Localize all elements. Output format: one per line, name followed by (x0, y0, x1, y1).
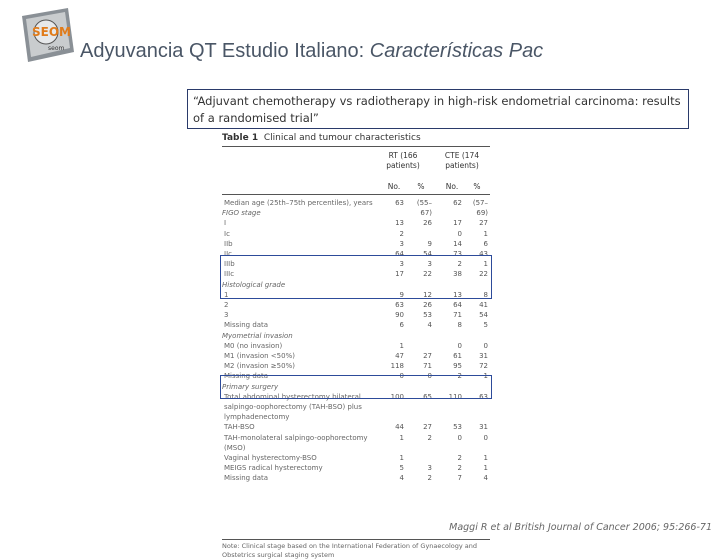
citation: Maggi R et al British Journal of Cancer 2006; 95:266-71 (449, 522, 712, 533)
row-label: Median age (25th–75th percentiles), years (224, 199, 373, 207)
row-value: 1 (399, 341, 404, 350)
group-header-rt: RT (166 patients) (386, 151, 420, 170)
row-label: IIIb (224, 260, 235, 269)
row-label: Vaginal hysterectomy-BSO (224, 454, 317, 462)
row-value: 31 (479, 352, 488, 360)
row-value: 64 (453, 301, 462, 309)
row-value: 2 (457, 454, 462, 462)
row-value: 3 (399, 239, 404, 248)
table-row (222, 341, 492, 351)
row-value: 54 (423, 250, 432, 258)
row-value: 27 (423, 423, 432, 432)
row-label: Primary surgery (222, 382, 279, 391)
row-label: Myometrial invasion (222, 331, 293, 340)
row-value: 2 (457, 260, 462, 269)
svg-text:SEOM: SEOM (32, 25, 71, 39)
table-row (222, 412, 492, 422)
row-value: (55–67) (416, 199, 432, 217)
row-label: Total abdominal hysterectomy bilateral (224, 392, 361, 401)
row-value: 1 (483, 464, 488, 473)
row-value: 12 (423, 290, 432, 299)
row-value: 2 (457, 464, 462, 473)
row-value: 1 (399, 454, 404, 462)
row-value: 1 (483, 260, 488, 269)
title-plain: Adyuvancia QT Estudio Italiano: (80, 40, 370, 62)
row-value: 9 (399, 290, 404, 299)
row-value: 5 (483, 321, 488, 330)
row-label: 1 (224, 290, 229, 299)
row-value: 9 (427, 239, 432, 248)
row-value: 53 (423, 311, 432, 320)
row-value: 0 (457, 433, 462, 442)
col-header-cte-pct: % (473, 182, 481, 191)
row-value: 54 (479, 311, 488, 320)
row-value: 38 (453, 270, 462, 279)
row-label: IIc (224, 250, 232, 258)
row-value: 14 (453, 239, 462, 248)
row-value: 44 (395, 423, 404, 432)
row-value: 17 (395, 270, 404, 279)
row-label: I (224, 219, 227, 228)
row-label: TAH-monolateral salpingo-oophorectomy (224, 433, 368, 442)
row-value: 62 (453, 199, 462, 207)
row-label: Missing data (224, 372, 269, 381)
row-value: 72 (479, 362, 488, 371)
row-value: 41 (479, 301, 488, 309)
table-section-heading (222, 208, 492, 218)
svg-text:seom: seom (48, 45, 65, 52)
row-label: Missing data (224, 321, 269, 330)
row-label: MEIGS radical hysterectomy (224, 464, 323, 473)
row-value: 43 (479, 250, 488, 258)
title-italic: Características Pac (369, 40, 544, 62)
row-value: 27 (423, 352, 432, 360)
row-value: 1 (483, 454, 488, 462)
table-row (222, 320, 492, 330)
row-value: 7 (457, 474, 462, 483)
table-row (222, 239, 492, 249)
row-value: 3 (427, 260, 432, 269)
row-label: salpingo-oophorectomy (TAH-BSO) plus (224, 403, 362, 411)
row-label: M2 (invasion ≥50%) (224, 362, 295, 371)
row-value: 63 (479, 392, 488, 401)
row-label: M0 (no invasion) (224, 341, 283, 350)
table-caption: Table 1 Clinical and tumour characteristics (222, 133, 421, 143)
row-value: 13 (395, 219, 404, 228)
row-value: 3 (427, 464, 432, 473)
row-value: 22 (423, 270, 432, 279)
table-top-rule (222, 146, 490, 147)
row-value: 2 (427, 433, 432, 442)
table-row (222, 473, 492, 483)
row-value: 5 (399, 464, 404, 473)
row-value: 4 (427, 321, 432, 330)
row-value: 63 (395, 301, 404, 309)
row-value: 6 (483, 239, 488, 248)
row-value: 1 (399, 433, 404, 442)
table-footnote: Note: Clinical stage based on the International Federation of Gynaecology and Obstetrics surgical staging system (222, 542, 477, 559)
row-value: 22 (479, 270, 488, 279)
row-value: 47 (395, 352, 404, 360)
row-value: 4 (483, 474, 488, 483)
row-label: IIb (224, 239, 233, 248)
row-value: 0 (483, 341, 488, 350)
row-value: 71 (453, 311, 462, 320)
row-value: 27 (479, 219, 488, 228)
row-label: FIGO stage (222, 209, 261, 218)
row-value: 63 (395, 199, 404, 207)
row-label: Ic (224, 229, 230, 238)
row-label: Histological grade (222, 280, 286, 289)
col-header-rt-pct: % (417, 182, 425, 191)
row-label: (MSO) (224, 443, 246, 452)
col-header-rt-no: No. (387, 182, 401, 191)
row-value: 4 (399, 474, 404, 483)
table-row (222, 300, 492, 310)
table-row (222, 351, 492, 361)
row-value: 110 (448, 392, 462, 401)
row-value: 73 (453, 250, 462, 258)
row-value: 6 (399, 321, 404, 330)
row-value: 71 (423, 362, 432, 371)
row-value: 0 (457, 341, 462, 350)
table-row (222, 443, 492, 453)
row-value: 8 (483, 290, 488, 299)
group-header-cte: CTE (174 patients) (444, 151, 480, 170)
row-value: 118 (390, 362, 404, 371)
row-value: 26 (423, 219, 432, 228)
row-value: 53 (453, 423, 462, 432)
table-row (222, 402, 492, 412)
row-value: 0 (427, 372, 432, 381)
characteristics-table (222, 130, 492, 559)
table-row (222, 218, 492, 228)
row-value: 17 (453, 219, 462, 228)
row-value: 95 (453, 362, 462, 371)
row-value: 1 (483, 229, 488, 238)
row-label: 3 (224, 311, 229, 320)
row-label: M1 (invasion <50%) (224, 352, 295, 360)
row-value: 8 (457, 321, 462, 330)
highlight-box-invasion (220, 375, 492, 399)
row-value: 2 (427, 474, 432, 483)
col-header-cte-no: No. (445, 182, 459, 191)
table-row (222, 463, 492, 473)
table-row (222, 453, 492, 463)
row-label: Missing data (224, 474, 269, 483)
row-value: 0 (399, 372, 404, 381)
table-header-rule (222, 194, 490, 195)
row-value: 90 (395, 311, 404, 320)
row-value: 0 (457, 229, 462, 238)
row-value: 61 (453, 352, 462, 360)
row-value: 31 (479, 423, 488, 432)
row-value: 26 (423, 301, 432, 309)
table-row (222, 310, 492, 320)
seom-logo (18, 6, 76, 64)
highlight-box-stage (220, 255, 492, 299)
table-row (222, 422, 492, 432)
row-value: 1 (483, 372, 488, 381)
table-row (222, 433, 492, 443)
row-value: 2 (457, 372, 462, 381)
table-section-heading (222, 331, 492, 341)
row-value: 2 (399, 229, 404, 238)
row-label: TAH-BSO (224, 423, 255, 432)
table-row (222, 229, 492, 239)
row-label: 2 (224, 301, 229, 309)
row-value: 13 (453, 290, 462, 299)
row-value: 3 (399, 260, 404, 269)
row-label: lymphadenectomy (224, 413, 290, 422)
row-label: IIIc (224, 270, 235, 279)
row-value: 65 (423, 392, 432, 401)
row-value: 100 (390, 392, 404, 401)
row-value: (57–69) (472, 199, 488, 217)
row-value: 64 (395, 250, 404, 258)
table-row (222, 361, 492, 371)
slide-title (80, 40, 543, 63)
paper-title-quote: “Adjuvant chemotherapy vs radiotherapy in high-risk endometrial carcinoma: results of a randomised trial” (187, 89, 689, 129)
row-value: 0 (483, 433, 488, 442)
